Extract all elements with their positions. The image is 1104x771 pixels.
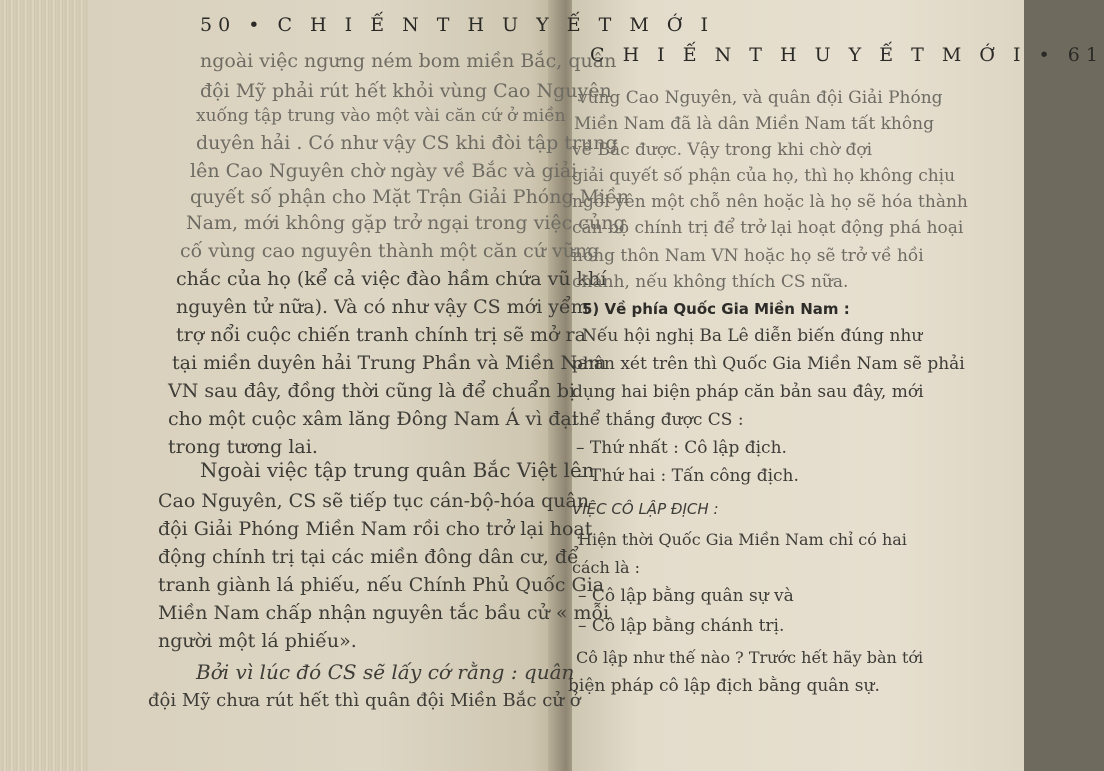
left-line: tranh giành lá phiếu, nếu Chính Phủ Quốc Gia bbox=[158, 574, 605, 596]
left-line: Bởi vì lúc đó CS sẽ lấy cớ rằng : quân bbox=[196, 660, 575, 684]
left-line: chắc của họ (kể cả việc đào hầm chứa vũ khí bbox=[176, 268, 607, 290]
left-line: người một lá phiếu». bbox=[158, 630, 357, 652]
section-heading: 5) Về phía Quốc Gia Miền Nam : bbox=[582, 300, 850, 318]
left-line: quyết số phận cho Mặt Trận Giải Phóng Miền bbox=[190, 186, 630, 208]
right-line: dụng hai biện pháp căn bản sau đây, mới bbox=[572, 382, 924, 402]
subheading: VIỆC CÔ LẬP ĐỊCH : bbox=[572, 500, 719, 518]
right-line: cách là : bbox=[572, 558, 640, 577]
right-line: phân xét trên thì Quốc Gia Miền Nam sẽ phải bbox=[572, 354, 965, 374]
right-line: giải quyết số phận của họ, thì họ không chịu bbox=[572, 166, 956, 186]
right-line: vùng Cao Nguyên, và quân đội Giải Phóng bbox=[578, 88, 943, 108]
left-line: Miền Nam chấp nhận nguyên tắc bầu cử « mỗi bbox=[158, 602, 610, 624]
right-page-header: C H I Ế N T H U Y Ế T M Ớ I • 61 bbox=[590, 44, 1104, 66]
left-line: Cao Nguyên, CS sẽ tiếp tục cán-bộ-hóa quân bbox=[158, 490, 590, 512]
left-line: Ngoài việc tập trung quân Bắc Việt lên bbox=[200, 458, 595, 482]
left-line: đội Mỹ phải rút hết khỏi vùng Cao Nguyên bbox=[200, 80, 612, 102]
left-line: động chính trị tại các miền đông dân cư, để bbox=[158, 546, 579, 568]
right-line: – Cô lập bằng quân sự và bbox=[578, 586, 794, 606]
right-line: Cô lập như thế nào ? Trước hết hãy bàn tới bbox=[576, 648, 924, 667]
right-line: biện pháp cô lập địch bằng quân sự. bbox=[568, 676, 880, 696]
left-line: VN sau đây, đồng thời cũng là để chuẩn bị bbox=[168, 380, 576, 402]
right-line: thể thắng được CS : bbox=[572, 410, 744, 430]
right-line: – Thứ hai : Tấn công địch. bbox=[576, 466, 799, 486]
right-line: – Cô lập bằng chánh trị. bbox=[578, 616, 785, 636]
left-line: duyên hải . Có như vậy CS khi đòi tập trung bbox=[196, 132, 618, 154]
left-line: trợ nổi cuộc chiến tranh chính trị sẽ mở ra bbox=[176, 324, 586, 346]
left-line: cố vùng cao nguyên thành một căn cứ vững bbox=[180, 240, 600, 262]
left-line: tại miền duyên hải Trung Phần và Miền Nam bbox=[172, 352, 607, 374]
left-line: đội Mỹ chưa rút hết thì quân đội Miền Bắc cử ở bbox=[148, 690, 581, 711]
left-line: Nam, mới không gặp trở ngại trong việc củng bbox=[186, 212, 626, 234]
left-line: ngoài việc ngưng ném bom miền Bắc, quân bbox=[200, 50, 617, 72]
right-line: cán bộ chính trị để trở lại hoạt động phá hoại bbox=[572, 218, 964, 238]
left-page-header: 50 • C H I Ế N T H U Y Ế T M Ớ I bbox=[200, 14, 714, 36]
right-line: về Bắc được. Vậy trong khi chờ đợi bbox=[572, 140, 873, 160]
left-line: lên Cao Nguyên chờ ngày về Bắc và giải bbox=[190, 160, 578, 182]
right-line: ngồi yên một chỗ nên hoặc là họ sẽ hóa thành bbox=[572, 192, 968, 212]
right-line: chánh, nếu không thích CS nữa. bbox=[572, 272, 849, 292]
right-line: Hiện thời Quốc Gia Miền Nam chỉ có hai bbox=[578, 530, 907, 549]
left-line: đội Giải Phóng Miền Nam rồi cho trở lại hoạt bbox=[158, 518, 593, 540]
right-line: Nếu hội nghị Ba Lê diễn biến đúng như bbox=[582, 326, 923, 346]
right-line: – Thứ nhất : Cô lập địch. bbox=[576, 438, 787, 458]
right-line: nông thôn Nam VN hoặc họ sẽ trở về hồi bbox=[572, 246, 924, 266]
left-line: nguyên tử nữa). Và có như vậy CS mới yểm bbox=[176, 296, 589, 318]
right-line: Miền Nam đã là dân Miền Nam tất không bbox=[574, 114, 934, 134]
left-line: trong tương lai. bbox=[168, 436, 318, 458]
left-line: cho một cuộc xâm lăng Đông Nam Á vì đại bbox=[168, 408, 578, 430]
left-line: xuống tập trung vào một vài căn cứ ở miền bbox=[196, 106, 566, 126]
